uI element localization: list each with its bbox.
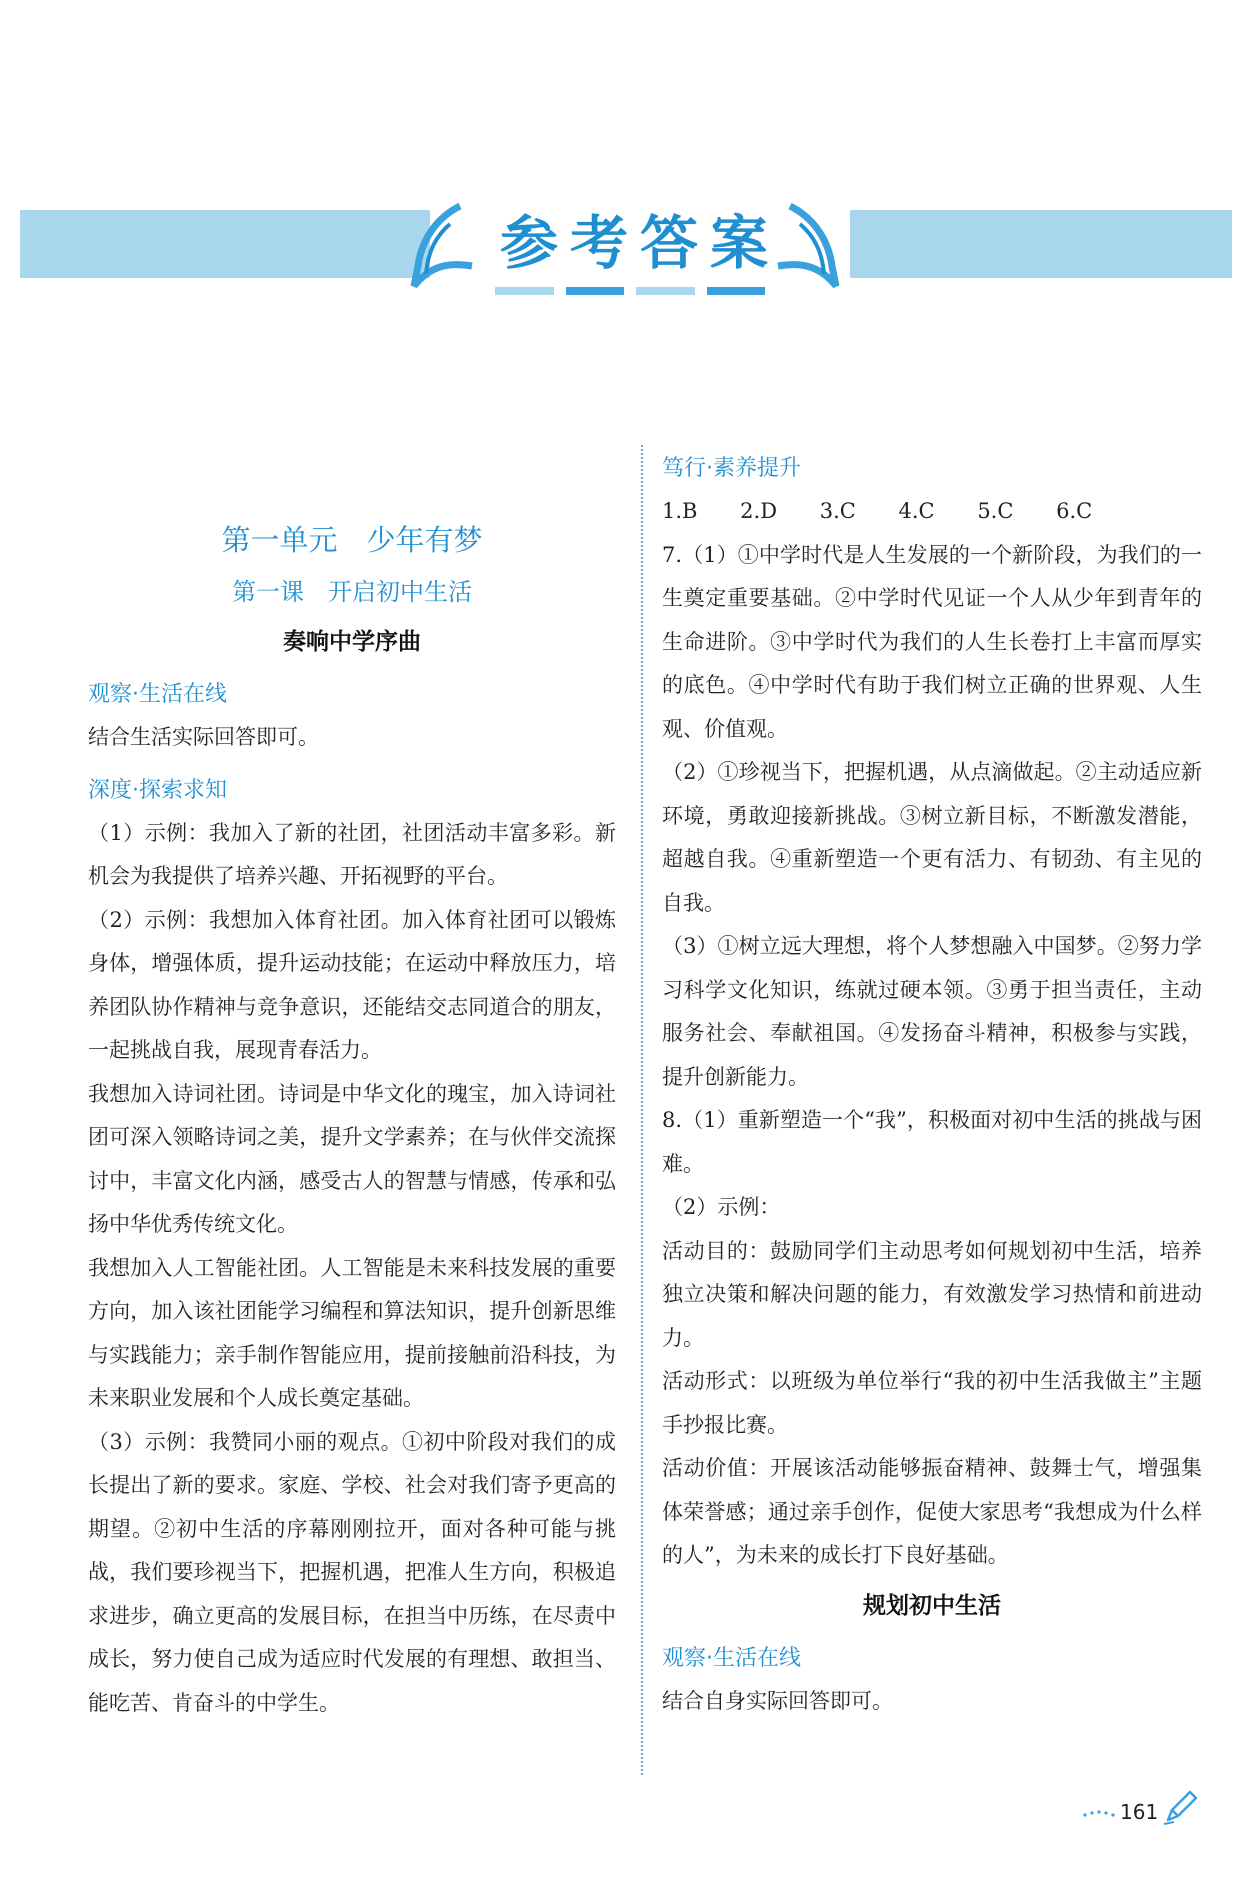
choice-answer: 2.D xyxy=(740,499,778,523)
answer-paragraph: （2）示例： xyxy=(662,1195,781,1219)
subheading: 笃行·素养提升 xyxy=(662,456,801,481)
choice-answer: 1.B xyxy=(662,499,698,523)
underline-dash xyxy=(707,287,766,295)
subheading: 观察·生活在线 xyxy=(88,682,227,707)
answer-paragraph: （3）①树立远大理想，将个人梦想融入中国梦。②努力学习科学文化知识，练就过硬本领。③勇于担当责任，主动服务社会、奉献祖国。④发扬奋斗精神，积极参与实践，提升创新能力。 xyxy=(662,934,1202,1089)
choice-answer: 4.C xyxy=(898,499,935,523)
answer-paragraph: （2）示例：我想加入体育社团。加入体育社团可以锻炼身体，增强体质，提升运动技能；在运动中释放压力，培养团队协作精神与竞争意识，还能结交志同道合的朋友，一起挑战自我，展现青春活力。 xyxy=(88,907,616,1062)
underline-dash xyxy=(495,287,554,295)
lesson-title: 第一课 开启初中生活 xyxy=(232,578,472,606)
column-divider xyxy=(641,445,643,1775)
unit-title: 第一单元 少年有梦 xyxy=(221,523,483,557)
answer-paragraph: 活动目的：鼓励同学们主动思考如何规划初中生活，培养独立决策和解决问题的能力，有效激发学习热情和前进动力。 xyxy=(662,1238,1202,1350)
answer-paragraph: （3）示例：我赞同小丽的观点。①初中阶段对我们的成长提出了新的要求。家庭、学校、社会对我们寄予更高的期望。②初中生活的序幕刚刚拉开，面对各种可能与挑战，我们要珍视当下，把握机遇，把准人生方向，积极追求进步，确立更高的发展目标，在担当中历练，在尽责中成长，努力使自己成为适应时代发展的有理想、敢担当、能吃苦、肯奋斗的中学生。 xyxy=(88,1429,616,1715)
pencil-icon xyxy=(1160,1788,1200,1828)
title-underline xyxy=(495,287,765,295)
answer-paragraph: （1）示例：我加入了新的社团，社团活动丰富多彩。新机会为我提供了培养兴趣、开拓视野的平台。 xyxy=(88,820,616,888)
left-column xyxy=(88,440,616,1725)
choice-answer: 6.C xyxy=(1056,499,1093,523)
section-title: 奏响中学序曲 xyxy=(283,629,421,655)
page-title: 参考答案 xyxy=(499,209,780,277)
subheading: 观察·生活在线 xyxy=(662,1645,801,1671)
page-number: 161 xyxy=(1120,1800,1159,1824)
choice-answer: 3.C xyxy=(819,499,856,523)
right-column xyxy=(662,448,1202,1723)
answer-paragraph: 我想加入人工智能社团。人工智能是未来科技发展的重要方向，加入该社团能学习编程和算法知识，提升创新思维与实践能力；亲手制作智能应用，提前接触前沿科技，为未来职业发展和个人成长奠定基础。 xyxy=(88,1255,616,1410)
answer-paragraph: 7.（1）①中学时代是人生发展的一个新阶段，为我们的一生奠定重要基础。②中学时代见证一个人从少年到青年的生命进阶。③中学时代为我们的人生长卷打上丰富而厚实的底色。④中学时代有助于我们树立正确的世界观、人生观、价值观。 xyxy=(662,542,1202,741)
answer-paragraph: 8.（1）重新塑造一个“我”，积极面对初中生活的挑战与困难。 xyxy=(662,1108,1202,1176)
answer-paragraph: 活动形式：以班级为单位举行“我的初中生活我做主”主题手抄报比赛。 xyxy=(662,1369,1202,1437)
choice-answers xyxy=(662,490,1202,534)
answer-paragraph: 活动价值：开展该活动能够振奋精神、鼓舞士气，增强集体荣誉感；通过亲手创作，促使大家思考“我想成为什么样的人”，为未来的成长打下良好基础。 xyxy=(662,1456,1202,1567)
answer-paragraph: 结合自身实际回答即可。 xyxy=(662,1688,893,1713)
answer-paragraph: 我想加入诗词社团。诗词是中华文化的瑰宝，加入诗词社团可深入领略诗词之美，提升文学素养；在与伙伴交流探讨中，丰富文化内涵，感受古人的智慧与情感，传承和弘扬中华优秀传统文化。 xyxy=(88,1081,616,1236)
underline-dash xyxy=(636,287,695,295)
answer-paragraph: （2）①珍视当下，把握机遇，从点滴做起。②主动适应新环境，勇敢迎接新挑战。③树立新目标，不断激发潜能，超越自我。④重新塑造一个更有活力、有韧劲、有主见的自我。 xyxy=(662,760,1202,915)
choice-answer: 5.C xyxy=(977,499,1014,523)
subheading: 深度·探索求知 xyxy=(88,777,227,803)
section-title: 规划初中生活 xyxy=(863,1592,1001,1619)
header-band-left xyxy=(20,210,430,278)
dots-icon xyxy=(1082,1808,1118,1818)
answer-paragraph: 结合生活实际回答即可。 xyxy=(88,725,319,749)
underline-dash xyxy=(566,287,625,295)
header-band-right xyxy=(850,210,1232,278)
